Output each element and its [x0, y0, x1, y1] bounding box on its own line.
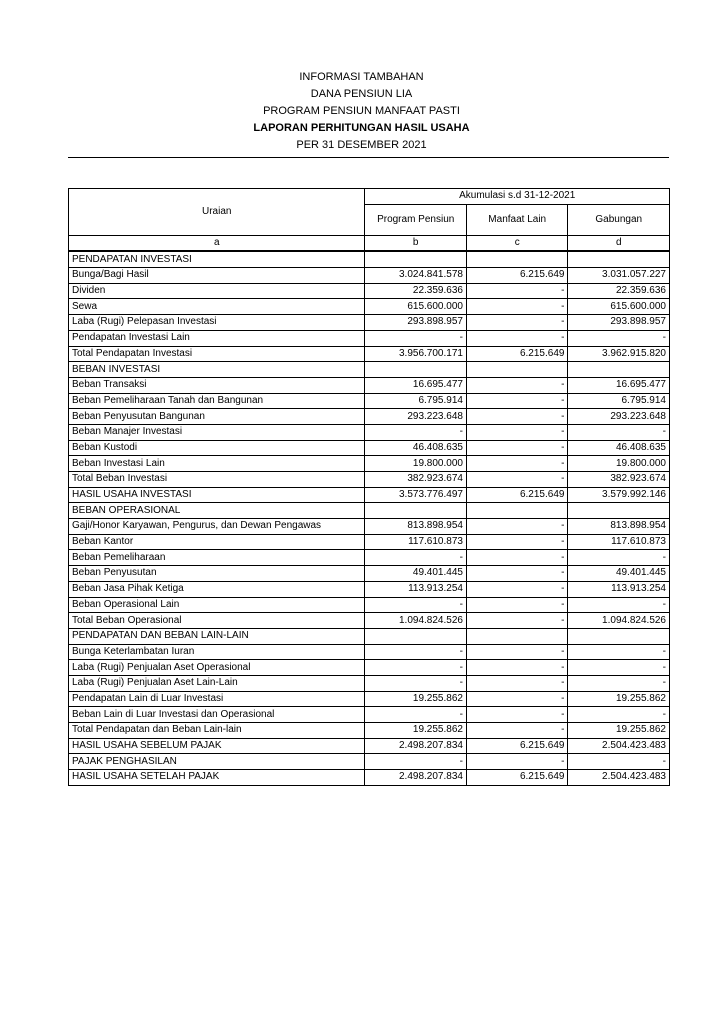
- value-program-pensiun: -: [365, 550, 467, 566]
- table-row: [69, 660, 670, 676]
- value-manfaat-lain: -: [466, 377, 568, 393]
- income-statement-table: [68, 188, 670, 786]
- table-row: [69, 723, 670, 739]
- table-row: [69, 299, 670, 315]
- row-label: Beban Penyusutan: [69, 566, 365, 582]
- value-manfaat-lain: 6.215.649: [466, 346, 568, 362]
- column-header-uraian: Uraian: [69, 189, 365, 236]
- value-gabungan: 382.923.674: [568, 472, 670, 488]
- row-label: Beban Pemeliharaan Tanah dan Bangunan: [69, 393, 365, 409]
- value-gabungan: [568, 503, 670, 519]
- table-header-row-1: [69, 189, 670, 205]
- row-label: Total Beban Operasional: [69, 613, 365, 629]
- value-gabungan: 19.255.862: [568, 691, 670, 707]
- header-line-3: PROGRAM PENSIUN MANFAAT PASTI: [263, 105, 460, 117]
- value-gabungan: -: [568, 660, 670, 676]
- row-label: HASIL USAHA SETELAH PAJAK: [69, 770, 365, 786]
- value-gabungan: -: [568, 597, 670, 613]
- row-label: Beban Penyusutan Bangunan: [69, 409, 365, 425]
- value-gabungan: -: [568, 675, 670, 691]
- value-program-pensiun: 293.898.957: [365, 315, 467, 331]
- value-program-pensiun: -: [365, 330, 467, 346]
- value-program-pensiun: 16.695.477: [365, 377, 467, 393]
- value-manfaat-lain: -: [466, 409, 568, 425]
- row-label: PENDAPATAN DAN BEBAN LAIN-LAIN: [69, 628, 365, 644]
- table-row: [69, 628, 670, 644]
- row-label: Beban Lain di Luar Investasi dan Operasional: [69, 707, 365, 723]
- value-manfaat-lain: -: [466, 675, 568, 691]
- value-gabungan: 19.800.000: [568, 456, 670, 472]
- value-gabungan: 3.962.915.820: [568, 346, 670, 362]
- column-letter-row: [69, 235, 670, 251]
- value-gabungan: 113.913.254: [568, 581, 670, 597]
- row-label: BEBAN OPERASIONAL: [69, 503, 365, 519]
- column-group-header: Akumulasi s.d 31-12-2021: [365, 189, 670, 205]
- table-row: [69, 738, 670, 754]
- header-divider: [68, 157, 669, 158]
- row-label: Gaji/Honor Karyawan, Pengurus, dan Dewan Pengawas: [69, 519, 365, 535]
- value-program-pensiun: [365, 251, 467, 267]
- row-label: Beban Manajer Investasi: [69, 424, 365, 440]
- value-manfaat-lain: -: [466, 581, 568, 597]
- row-label: Beban Kantor: [69, 534, 365, 550]
- value-program-pensiun: 113.913.254: [365, 581, 467, 597]
- value-gabungan: 293.223.648: [568, 409, 670, 425]
- value-manfaat-lain: [466, 251, 568, 267]
- header-line-2: DANA PENSIUN LIA: [310, 88, 413, 100]
- row-label: Beban Investasi Lain: [69, 456, 365, 472]
- value-program-pensiun: -: [365, 754, 467, 770]
- value-program-pensiun: 382.923.674: [365, 472, 467, 488]
- value-gabungan: 6.795.914: [568, 393, 670, 409]
- value-manfaat-lain: -: [466, 754, 568, 770]
- value-manfaat-lain: -: [466, 707, 568, 723]
- value-program-pensiun: [365, 628, 467, 644]
- value-program-pensiun: 19.255.862: [365, 691, 467, 707]
- table-row: [69, 534, 670, 550]
- value-manfaat-lain: -: [466, 613, 568, 629]
- row-label: Beban Kustodi: [69, 440, 365, 456]
- table-row: [69, 675, 670, 691]
- table-row: [69, 440, 670, 456]
- table-row: [69, 519, 670, 535]
- column-letter-d: d: [568, 235, 670, 251]
- row-label: Bunga Keterlambatan Iuran: [69, 644, 365, 660]
- value-program-pensiun: [365, 362, 467, 378]
- value-program-pensiun: 1.094.824.526: [365, 613, 467, 629]
- report-title: LAPORAN PERHITUNGAN HASIL USAHA: [253, 122, 470, 134]
- value-program-pensiun: 46.408.635: [365, 440, 467, 456]
- value-gabungan: 2.504.423.483: [568, 770, 670, 786]
- table-row: [69, 503, 670, 519]
- row-label: Pendapatan Investasi Lain: [69, 330, 365, 346]
- column-letter-b: b: [365, 235, 467, 251]
- row-label: Bunga/Bagi Hasil: [69, 268, 365, 284]
- value-gabungan: 19.255.862: [568, 723, 670, 739]
- value-program-pensiun: 117.610.873: [365, 534, 467, 550]
- header-line-1: INFORMASI TAMBAHAN: [299, 71, 424, 83]
- value-program-pensiun: [365, 503, 467, 519]
- value-manfaat-lain: -: [466, 519, 568, 535]
- column-letter-c: c: [466, 235, 568, 251]
- value-gabungan: 22.359.636: [568, 283, 670, 299]
- value-manfaat-lain: -: [466, 393, 568, 409]
- value-program-pensiun: -: [365, 597, 467, 613]
- value-program-pensiun: 293.223.648: [365, 409, 467, 425]
- value-manfaat-lain: [466, 503, 568, 519]
- value-gabungan: [568, 362, 670, 378]
- value-manfaat-lain: -: [466, 723, 568, 739]
- row-label: BEBAN INVESTASI: [69, 362, 365, 378]
- value-gabungan: 46.408.635: [568, 440, 670, 456]
- value-manfaat-lain: [466, 628, 568, 644]
- value-gabungan: -: [568, 707, 670, 723]
- report-header: [0, 69, 723, 154]
- row-label: Total Beban Investasi: [69, 472, 365, 488]
- table-row: [69, 472, 670, 488]
- value-manfaat-lain: -: [466, 315, 568, 331]
- table-row: [69, 251, 670, 267]
- value-gabungan: 3.031.057.227: [568, 268, 670, 284]
- table-row: [69, 707, 670, 723]
- table-row: [69, 424, 670, 440]
- column-header-program-pensiun: Program Pensiun: [365, 204, 467, 235]
- value-manfaat-lain: -: [466, 456, 568, 472]
- value-manfaat-lain: -: [466, 299, 568, 315]
- table-row: [69, 362, 670, 378]
- value-gabungan: 117.610.873: [568, 534, 670, 550]
- table-row: [69, 566, 670, 582]
- table-row: [69, 330, 670, 346]
- table-row: [69, 456, 670, 472]
- report-period: PER 31 DESEMBER 2021: [296, 139, 427, 151]
- row-label: Beban Pemeliharaan: [69, 550, 365, 566]
- value-gabungan: 1.094.824.526: [568, 613, 670, 629]
- value-manfaat-lain: -: [466, 550, 568, 566]
- table-row: [69, 268, 670, 284]
- row-label: Total Pendapatan Investasi: [69, 346, 365, 362]
- table-body: [69, 251, 670, 785]
- row-label: HASIL USAHA INVESTASI: [69, 487, 365, 503]
- table-row: [69, 487, 670, 503]
- value-gabungan: -: [568, 754, 670, 770]
- value-manfaat-lain: 6.215.649: [466, 738, 568, 754]
- value-program-pensiun: -: [365, 644, 467, 660]
- row-label: Dividen: [69, 283, 365, 299]
- value-manfaat-lain: [466, 362, 568, 378]
- table-row: [69, 644, 670, 660]
- value-manfaat-lain: -: [466, 330, 568, 346]
- row-label: Pendapatan Lain di Luar Investasi: [69, 691, 365, 707]
- column-header-manfaat-lain: Manfaat Lain: [466, 204, 568, 235]
- value-gabungan: 813.898.954: [568, 519, 670, 535]
- value-manfaat-lain: -: [466, 566, 568, 582]
- value-program-pensiun: 615.600.000: [365, 299, 467, 315]
- table-row: [69, 581, 670, 597]
- table-row: [69, 691, 670, 707]
- value-gabungan: -: [568, 424, 670, 440]
- value-manfaat-lain: -: [466, 440, 568, 456]
- value-program-pensiun: 2.498.207.834: [365, 770, 467, 786]
- column-header-gabungan: Gabungan: [568, 204, 670, 235]
- row-label: Beban Operasional Lain: [69, 597, 365, 613]
- value-gabungan: [568, 628, 670, 644]
- value-gabungan: 293.898.957: [568, 315, 670, 331]
- row-label: Beban Jasa Pihak Ketiga: [69, 581, 365, 597]
- table-row: [69, 613, 670, 629]
- value-program-pensiun: -: [365, 424, 467, 440]
- value-manfaat-lain: -: [466, 660, 568, 676]
- value-program-pensiun: -: [365, 660, 467, 676]
- value-program-pensiun: 19.255.862: [365, 723, 467, 739]
- row-label: PENDAPATAN INVESTASI: [69, 251, 365, 267]
- table-row: [69, 770, 670, 786]
- value-program-pensiun: 813.898.954: [365, 519, 467, 535]
- row-label: Laba (Rugi) Pelepasan Investasi: [69, 315, 365, 331]
- table-row: [69, 597, 670, 613]
- table-row: [69, 315, 670, 331]
- row-label: Total Pendapatan dan Beban Lain-lain: [69, 723, 365, 739]
- value-manfaat-lain: -: [466, 424, 568, 440]
- column-letter-a: a: [69, 235, 365, 251]
- value-manfaat-lain: -: [466, 472, 568, 488]
- value-gabungan: -: [568, 644, 670, 660]
- table-row: [69, 346, 670, 362]
- table-row: [69, 377, 670, 393]
- value-manfaat-lain: 6.215.649: [466, 487, 568, 503]
- row-label: Laba (Rugi) Penjualan Aset Operasional: [69, 660, 365, 676]
- value-gabungan: -: [568, 550, 670, 566]
- value-gabungan: 16.695.477: [568, 377, 670, 393]
- value-manfaat-lain: -: [466, 534, 568, 550]
- value-program-pensiun: -: [365, 675, 467, 691]
- value-manfaat-lain: -: [466, 644, 568, 660]
- value-manfaat-lain: -: [466, 283, 568, 299]
- table-row: [69, 283, 670, 299]
- value-program-pensiun: 2.498.207.834: [365, 738, 467, 754]
- value-program-pensiun: 3.956.700.171: [365, 346, 467, 362]
- value-manfaat-lain: -: [466, 691, 568, 707]
- value-program-pensiun: 49.401.445: [365, 566, 467, 582]
- value-manfaat-lain: 6.215.649: [466, 268, 568, 284]
- value-gabungan: -: [568, 330, 670, 346]
- table-row: [69, 550, 670, 566]
- row-label: PAJAK PENGHASILAN: [69, 754, 365, 770]
- row-label: Laba (Rugi) Penjualan Aset Lain-Lain: [69, 675, 365, 691]
- value-gabungan: [568, 251, 670, 267]
- row-label: Sewa: [69, 299, 365, 315]
- row-label: HASIL USAHA SEBELUM PAJAK: [69, 738, 365, 754]
- value-gabungan: 49.401.445: [568, 566, 670, 582]
- row-label: Beban Transaksi: [69, 377, 365, 393]
- value-program-pensiun: -: [365, 707, 467, 723]
- value-manfaat-lain: 6.215.649: [466, 770, 568, 786]
- table-row: [69, 754, 670, 770]
- value-program-pensiun: 22.359.636: [365, 283, 467, 299]
- value-gabungan: 3.579.992.146: [568, 487, 670, 503]
- value-gabungan: 2.504.423.483: [568, 738, 670, 754]
- value-program-pensiun: 3.024.841.578: [365, 268, 467, 284]
- value-program-pensiun: 3.573.776.497: [365, 487, 467, 503]
- table-row: [69, 393, 670, 409]
- value-program-pensiun: 6.795.914: [365, 393, 467, 409]
- value-manfaat-lain: -: [466, 597, 568, 613]
- value-gabungan: 615.600.000: [568, 299, 670, 315]
- value-program-pensiun: 19.800.000: [365, 456, 467, 472]
- table-row: [69, 409, 670, 425]
